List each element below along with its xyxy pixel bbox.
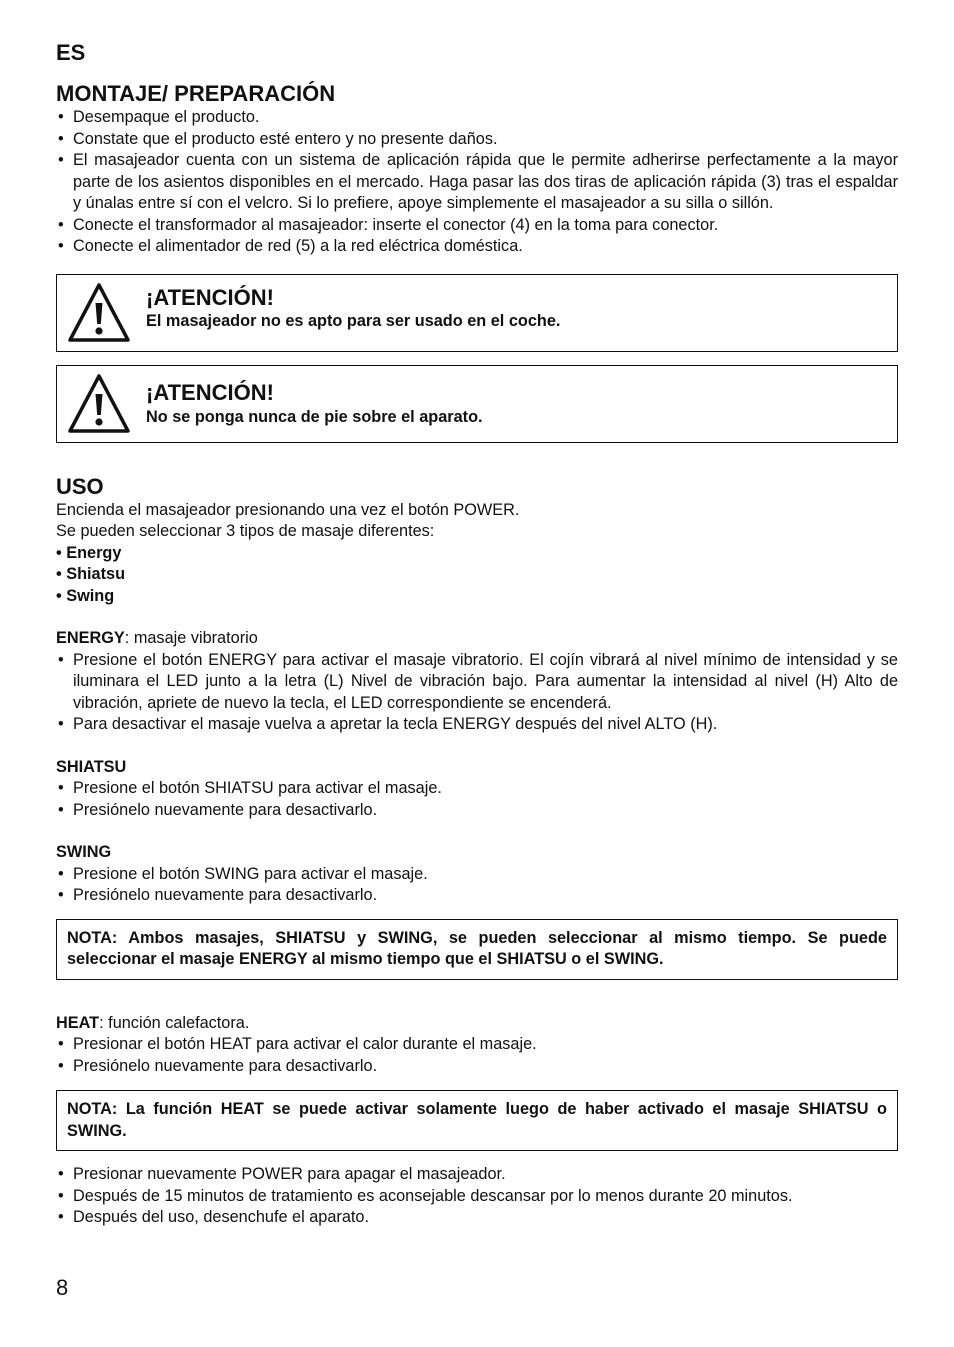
list-item: • Después del uso, desenchufe el aparato. bbox=[56, 1207, 898, 1229]
swing-heading: SWING bbox=[56, 843, 112, 861]
final-list bbox=[56, 1164, 898, 1229]
heat-heading bbox=[56, 1013, 898, 1035]
list-item: • Después de 15 minutos de tratamiento es aconsejable descansar por lo menos durante 20 minutos. bbox=[56, 1186, 898, 1208]
warning-box-stand bbox=[56, 365, 898, 443]
list-item: • Swing bbox=[56, 586, 115, 605]
list-item: • Presiónelo nuevamente para desactivarlo. bbox=[56, 800, 898, 822]
warning-text: No se ponga nunca de pie sobre el aparato. bbox=[146, 407, 483, 426]
list-item: • Shiatsu bbox=[56, 565, 126, 583]
manual-page bbox=[56, 40, 898, 1229]
note-box-heat: NOTA: La función HEAT se puede activar solamente luego de haber activado el masaje SHIATSU o SWING. bbox=[56, 1090, 898, 1151]
list-item: • Desempaque el producto. bbox=[56, 107, 898, 129]
swing-list bbox=[56, 864, 898, 907]
warning-triangle-icon bbox=[67, 281, 131, 345]
warning-title: ¡ATENCIÓN! bbox=[146, 284, 274, 310]
energy-list bbox=[56, 650, 898, 736]
shiatsu-heading: SHIATSU bbox=[56, 757, 127, 776]
list-item: • El masajeador cuenta con un sistema de aplicación rápida que le permite adherirse perfectamente a la mayor parte de los asientos disponibles en el mercado. Haga pasar las dos tiras de aplicación rápida (3) tras el espaldar y únalas entre sí con el velcro. Si lo prefiere, apoye simplemente el masajeador a su silla o sillón. bbox=[56, 150, 898, 215]
energy-heading bbox=[56, 628, 898, 650]
list-item: • Presiónelo nuevamente para desactivarlo. bbox=[56, 1056, 898, 1078]
page-number: 8 bbox=[56, 1275, 69, 1300]
list-item: • Presionar nuevamente POWER para apagar el masajeador. bbox=[56, 1164, 898, 1186]
note-box-combined: NOTA: Ambos masajes, SHIATSU y SWING, se pueden seleccionar al mismo tiempo. Se puede seleccionar el masaje ENERGY al mismo tiempo que el SHIATSU o el SWING. bbox=[56, 919, 898, 980]
usage-intro: Se pueden seleccionar 3 tipos de masaje diferentes: bbox=[56, 522, 435, 540]
energy-label: ENERGY bbox=[56, 629, 125, 647]
list-item: • Conecte el alimentador de red (5) a la red eléctrica doméstica. bbox=[56, 236, 898, 258]
list-item: • Conecte el transformador al masajeador: inserte el conector (4) en la toma para conector. bbox=[56, 215, 898, 237]
list-item: • Presione el botón SHIATSU para activar el masaje. bbox=[56, 778, 898, 800]
list-item: • Presione el botón ENERGY para activar el masaje vibratorio. El cojín vibrará al nivel mínimo de intensidad y se iluminara el LED junto a la letra (L) Nivel de vibración bajo. Para aumentar la intensidad al nivel (H) Alto de vibración, apriete de nuevo la tecla, el LED correspondiente se encenderá. bbox=[56, 650, 898, 715]
massage-types-list bbox=[56, 543, 898, 608]
assembly-list bbox=[56, 107, 898, 258]
list-item: • Presiónelo nuevamente para desactivarlo. bbox=[56, 885, 898, 907]
warning-text: El masajeador no es apto para ser usado en el coche. bbox=[146, 311, 561, 330]
usage-intro: Encienda el masajeador presionando una vez el botón POWER. bbox=[56, 500, 520, 519]
usage-title: USO bbox=[56, 473, 104, 499]
heat-list bbox=[56, 1034, 898, 1077]
list-item: • Presionar el botón HEAT para activar el calor durante el masaje. bbox=[56, 1034, 898, 1056]
assembly-title: MONTAJE/ PREPARACIÓN bbox=[56, 81, 336, 106]
list-item: • Para desactivar el masaje vuelva a apretar la tecla ENERGY después del nivel ALTO (H). bbox=[56, 714, 898, 736]
list-item: • Presione el botón SWING para activar el masaje. bbox=[56, 864, 898, 886]
heat-desc: : función calefactora. bbox=[99, 1013, 250, 1032]
list-item: • Constate que el producto esté entero y no presente daños. bbox=[56, 129, 898, 151]
warning-title: ¡ATENCIÓN! bbox=[146, 379, 274, 405]
energy-desc: : masaje vibratorio bbox=[124, 629, 258, 647]
warning-box-car bbox=[56, 274, 898, 352]
heat-label: HEAT bbox=[56, 1013, 100, 1032]
shiatsu-list bbox=[56, 778, 898, 821]
list-item: • Energy bbox=[56, 543, 122, 562]
language-tag: ES bbox=[56, 40, 86, 65]
warning-triangle-icon bbox=[67, 372, 131, 436]
